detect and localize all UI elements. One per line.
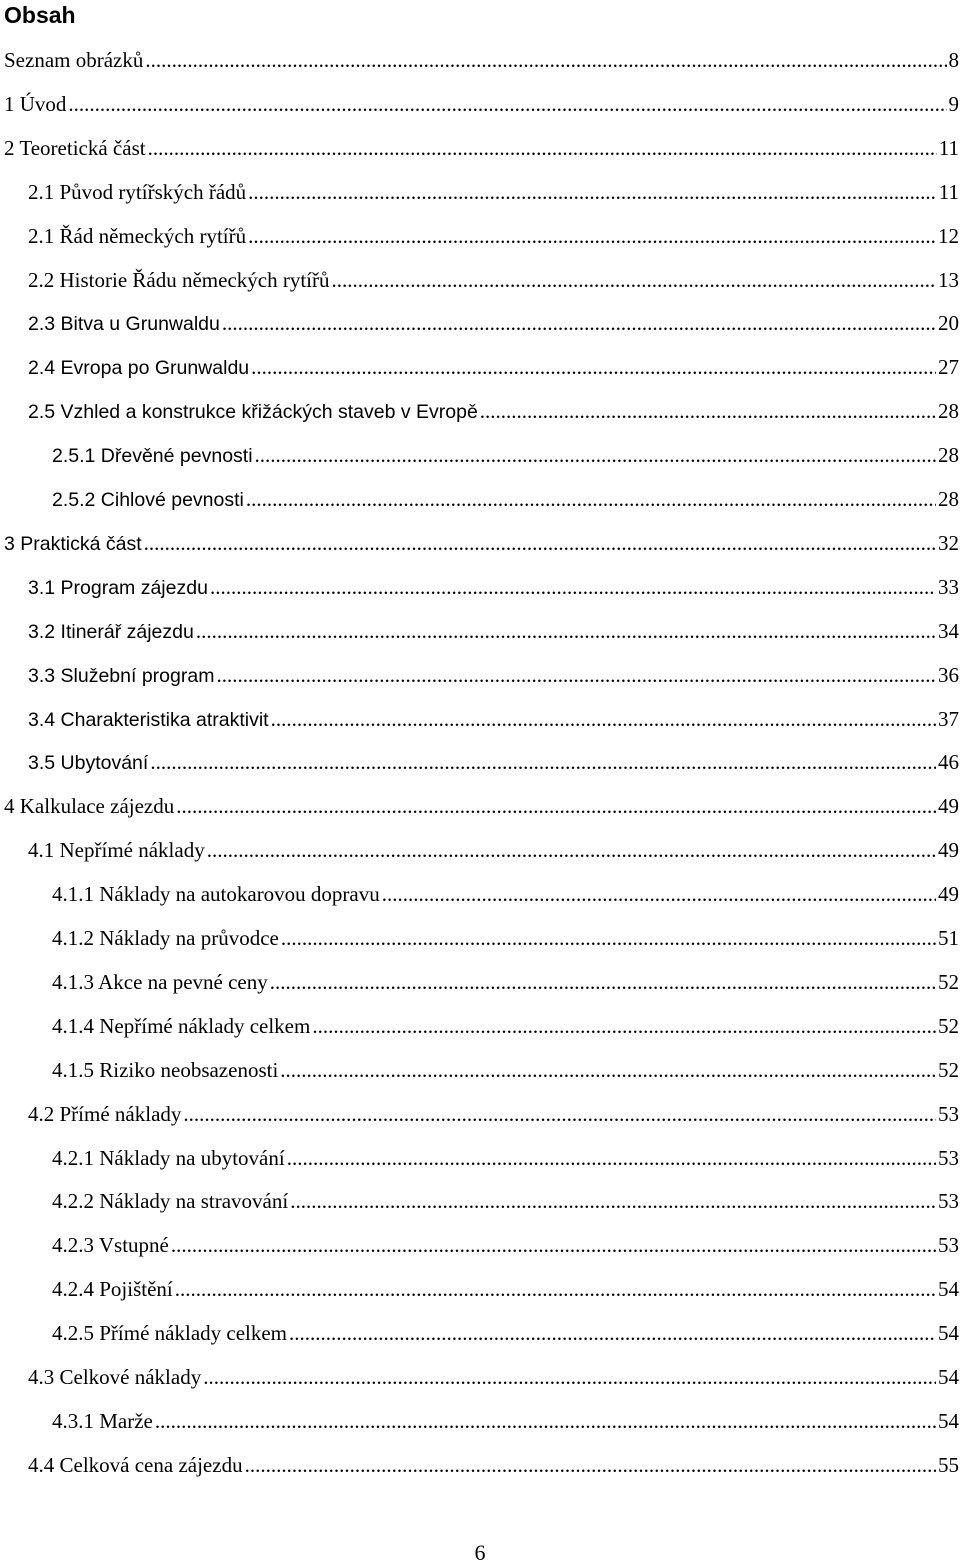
toc-entry[interactable] (52, 1055, 959, 1085)
toc-leader-dots (171, 1230, 936, 1260)
toc-entry-page: 12 (938, 223, 959, 248)
toc-entry-page: 54 (938, 1365, 959, 1389)
toc-entry-page: 51 (938, 926, 959, 950)
toc-entry-title: 3.3 Služební program (28, 664, 215, 687)
toc-leader-dots (248, 177, 937, 207)
toc-entry[interactable] (28, 835, 959, 865)
toc-entry-title: 2.1 Původ rytířských řádů (28, 179, 247, 204)
toc-entry[interactable] (28, 352, 959, 382)
toc-entry-title: 2.5 Vzhled a konstrukce křižáckých staveb v Evropě (28, 401, 478, 424)
toc-entry[interactable] (52, 1186, 959, 1216)
toc-entry-title: 4.3.1 Marže (52, 1408, 153, 1433)
toc-entry[interactable] (28, 660, 959, 690)
toc-leader-dots (290, 1186, 936, 1216)
toc-leader-dots (332, 265, 936, 295)
toc-entry-page: 28 (938, 443, 959, 468)
toc-entry-title: 2.4 Evropa po Grunwaldu (28, 357, 250, 380)
toc-leader-dots (155, 1406, 936, 1436)
toc-entry-title: 1 Úvod (4, 91, 67, 116)
toc-leader-dots (382, 879, 936, 909)
toc-entry[interactable] (28, 221, 959, 251)
toc-leader-dots (246, 484, 936, 514)
toc-entry-page: 8 (948, 48, 959, 72)
toc-leader-dots (196, 616, 936, 646)
toc-leader-dots (145, 45, 946, 75)
toc-entry[interactable] (52, 1406, 959, 1436)
toc-entry-page: 37 (938, 706, 959, 731)
toc-entry[interactable] (4, 89, 959, 119)
toc-entry[interactable] (52, 1011, 959, 1041)
toc-leader-dots (270, 967, 936, 997)
toc-leader-dots (222, 308, 936, 338)
toc-entry-page: 54 (938, 1321, 959, 1346)
toc-entry-title: 3.4 Charakteristika atraktivit (28, 708, 269, 731)
toc-leader-dots (216, 660, 936, 690)
toc-entry[interactable] (28, 747, 959, 777)
toc-leader-dots (287, 1143, 936, 1173)
toc-entry-page: 53 (938, 1233, 959, 1258)
toc-entry-title: 2.1 Řád německých rytířů (28, 223, 247, 248)
toc-entry-page: 28 (938, 399, 959, 424)
toc-entry[interactable] (4, 791, 959, 821)
toc-entry-page: 54 (938, 1408, 959, 1433)
toc-entry-page: 54 (938, 1277, 959, 1302)
toc-entry[interactable] (52, 879, 959, 909)
toc-entry-page: 52 (938, 1013, 959, 1038)
toc-entry-page: 53 (938, 1189, 959, 1214)
toc-entry-title: 4.2.4 Pojištění (52, 1277, 173, 1302)
toc-entry[interactable] (52, 1318, 959, 1348)
toc-leader-dots (175, 1274, 936, 1304)
toc-entry[interactable] (28, 704, 959, 734)
toc-entry-title: Seznam obrázků (4, 48, 144, 72)
toc-entry-title: 4.2.2 Náklady na stravování (52, 1189, 289, 1214)
toc-entry[interactable] (52, 1274, 959, 1304)
toc-entry-page: 13 (938, 267, 959, 292)
toc-entry-title: 2 Teoretická část (4, 135, 146, 160)
toc-entry-page: 49 (938, 794, 959, 819)
toc-entry[interactable] (28, 572, 959, 602)
toc-entry[interactable] (28, 1450, 959, 1480)
toc-entry[interactable] (52, 967, 959, 997)
toc-entry-page: 49 (938, 838, 959, 863)
toc-entry-title: 2.5.2 Cihlové pevnosti (52, 489, 244, 511)
toc-leader-dots (245, 1450, 936, 1480)
toc-entry-title: 2.2 Historie Řádu německých rytířů (28, 267, 330, 292)
toc-entry-title: 4.3 Celkové náklady (28, 1365, 202, 1389)
toc-leader-dots (210, 572, 936, 602)
toc-leader-dots (207, 835, 936, 865)
toc-entry-page: 52 (938, 1057, 959, 1082)
toc-leader-dots (144, 528, 936, 558)
toc-leader-dots (480, 396, 936, 426)
toc-entry[interactable] (52, 1143, 959, 1173)
toc-entry-title: 3 Praktická část (4, 532, 142, 555)
toc-leader-dots (148, 133, 937, 163)
toc-entry-page: 20 (938, 311, 959, 336)
toc-entry-page: 11 (938, 135, 959, 160)
toc-entry-title: 4.1.3 Akce na pevné ceny (52, 969, 268, 994)
toc-entry[interactable] (28, 265, 959, 295)
toc-entry[interactable] (28, 1099, 959, 1129)
toc-entry-title: 4.1 Nepřímé náklady (28, 838, 205, 863)
page-number: 6 (474, 1540, 486, 1565)
toc-entry-page: 49 (938, 882, 959, 907)
toc-entry-title: 3.2 Itinerář zájezdu (28, 620, 194, 643)
toc-entry-page: 34 (938, 618, 959, 643)
toc-leader-dots (150, 747, 936, 777)
toc-entry-page: 9 (948, 91, 959, 116)
toc-entry-page: 28 (938, 487, 959, 511)
toc-entry-title: 4.2.1 Náklady na ubytování (52, 1145, 285, 1170)
toc-entry-title: 4.1.2 Náklady na průvodce (52, 926, 279, 950)
toc-entry-page: 55 (938, 1452, 959, 1477)
toc-leader-dots (312, 1011, 936, 1041)
toc-entry-page: 33 (938, 574, 959, 599)
toc-leader-dots (176, 791, 936, 821)
toc-leader-dots (248, 221, 936, 251)
toc-entry-page: 11 (938, 179, 959, 204)
toc-entry[interactable] (28, 616, 959, 646)
toc-leader-dots (281, 923, 936, 953)
toc-leader-dots (183, 1099, 936, 1129)
toc-entry[interactable] (28, 1362, 959, 1392)
toc-entry[interactable] (52, 440, 959, 470)
toc-entry-title: 4.1.5 Riziko neobsazenosti (52, 1057, 279, 1082)
toc-entry[interactable] (52, 484, 959, 514)
toc-entry-page: 32 (938, 530, 959, 555)
toc-entry-page: 53 (938, 1101, 959, 1126)
toc-entry-page: 27 (938, 355, 959, 380)
toc-entry-title: 3.5 Ubytování (28, 752, 149, 775)
toc-entry-title: 2.3 Bitva u Grunwaldu (28, 313, 220, 336)
toc-entry-title: 4.1.4 Nepřímé náklady celkem (52, 1013, 311, 1038)
toc-entry-page: 46 (938, 750, 959, 775)
toc-entry-title: 4.2 Přímé náklady (28, 1101, 182, 1126)
toc-entry-page: 36 (938, 662, 959, 687)
toc-leader-dots (68, 89, 946, 119)
toc-entry-title: 4.2.3 Vstupné (52, 1233, 169, 1258)
toc-entry[interactable] (28, 308, 959, 338)
toc-entry[interactable] (4, 133, 959, 163)
toc-entry-title: 4.4 Celková cena zájezdu (28, 1452, 243, 1477)
toc-leader-dots (289, 1318, 936, 1348)
toc-entry[interactable] (52, 923, 959, 953)
toc-leader-dots (280, 1055, 936, 1085)
toc-entry-title: 4.1.1 Náklady na autokarovou dopravu (52, 882, 380, 907)
toc-leader-dots (203, 1362, 936, 1392)
toc-entry-title: 2.5.1 Dřevěné pevnosti (52, 445, 253, 468)
toc-entry[interactable] (4, 528, 959, 558)
toc-entry[interactable] (28, 177, 959, 207)
toc-entry[interactable] (4, 45, 959, 75)
toc-leader-dots (271, 704, 936, 734)
toc-entry[interactable] (52, 1230, 959, 1260)
toc-entry-title: 4.2.5 Přímé náklady celkem (52, 1321, 288, 1346)
toc-entry-title: 3.1 Program zájezdu (28, 576, 208, 599)
toc-entry-page: 52 (938, 969, 959, 994)
toc-entry-page: 53 (938, 1145, 959, 1170)
toc-leader-dots (251, 352, 936, 382)
toc-entry-title: 4 Kalkulace zájezdu (4, 794, 175, 819)
page-title: Obsah (4, 2, 76, 28)
toc-leader-dots (255, 440, 936, 470)
toc-entry[interactable] (28, 396, 959, 426)
